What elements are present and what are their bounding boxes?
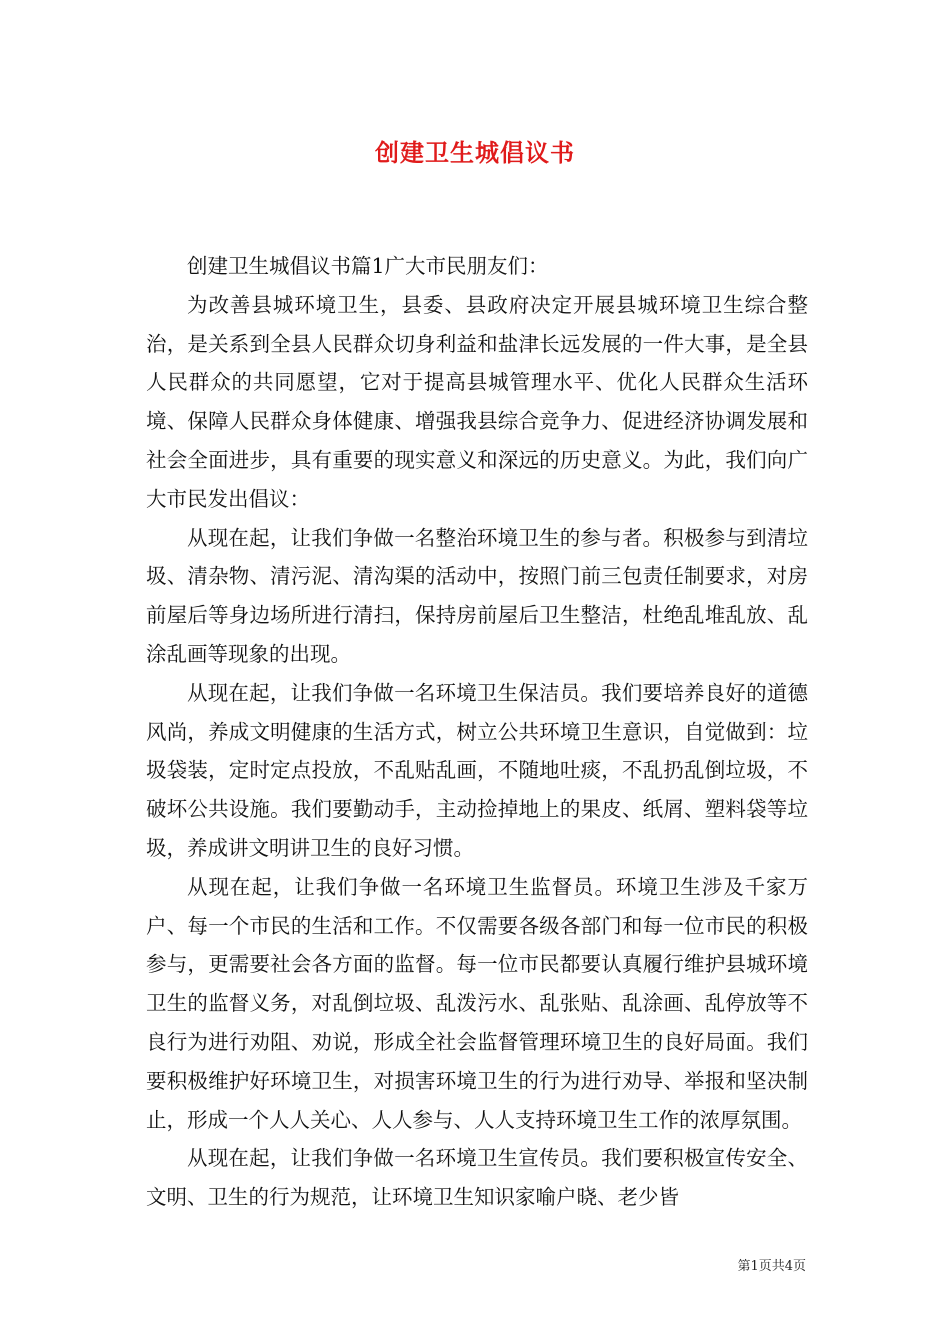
- paragraph-greeting: 创建卫生城倡议书篇1广大市民朋友们：: [187, 254, 549, 278]
- document-body: [146, 247, 808, 1217]
- paragraph-supervisor: 从现在起，让我们争做一名环境卫生监督员。环境卫生涉及千家万户、每一个市民的生活和工作。不仅需要各级各部门和每一位市民的积极参与，更需要社会各方面的监督。每一位市民都要认真履行维护县城环境卫生的监督义务，对乱倒垃圾、乱泼污水、乱张贴、乱涂画、乱停放等不良行为进行劝阻、劝说，形成全社会监督管理环境卫生的良好局面。我们要积极维护好环境卫生，对损害环境卫生的行为进行劝导、举报和坚决制止，形成一个人人关心、人人参与、人人支持环境卫生工作的浓厚氛围。: [146, 874, 808, 1132]
- page-number: 第1页共4页: [737, 1259, 806, 1274]
- paragraph-cleaner: 从现在起，让我们争做一名环境卫生保洁员。我们要培养良好的道德风尚，养成文明健康的生活方式，树立公共环境卫生意识，自觉做到：垃圾袋装，定时定点投放，不乱贴乱画，不随地吐痰，不乱扔乱倒垃圾，不破坏公共设施。我们要勤动手，主动捡掉地上的果皮、纸屑、塑料袋等垃圾，养成讲文明讲卫生的良好习惯。: [146, 680, 808, 860]
- page-title: 创建卫生城倡议书: [375, 138, 575, 167]
- paragraph-publicist: 从现在起，让我们争做一名环境卫生宣传员。我们要积极宣传安全、文明、卫生的行为规范，让环境卫生知识家喻户晓、老少皆: [146, 1146, 808, 1210]
- paragraph-intro: 为改善县城环境卫生，县委、县政府决定开展县城环境卫生综合整治，是关系到全县人民群众切身利益和盐津长远发展的一件大事，是全县人民群众的共同愿望，它对于提高县城管理水平、优化人民群众生活环境、保障人民群众身体健康、增强我县综合竞争力、促进经济协调发展和社会全面进步，具有重要的现实意义和深远的历史意义。为此，我们向广大市民发出倡议：: [146, 292, 808, 511]
- paragraph-participant: 从现在起，让我们争做一名整治环境卫生的参与者。积极参与到清垃圾、清杂物、清污泥、清沟渠的活动中，按照门前三包责任制要求，对房前屋后等身边场所进行清扫，保持房前屋后卫生整洁，杜绝乱堆乱放、乱涂乱画等现象的出现。: [146, 525, 808, 666]
